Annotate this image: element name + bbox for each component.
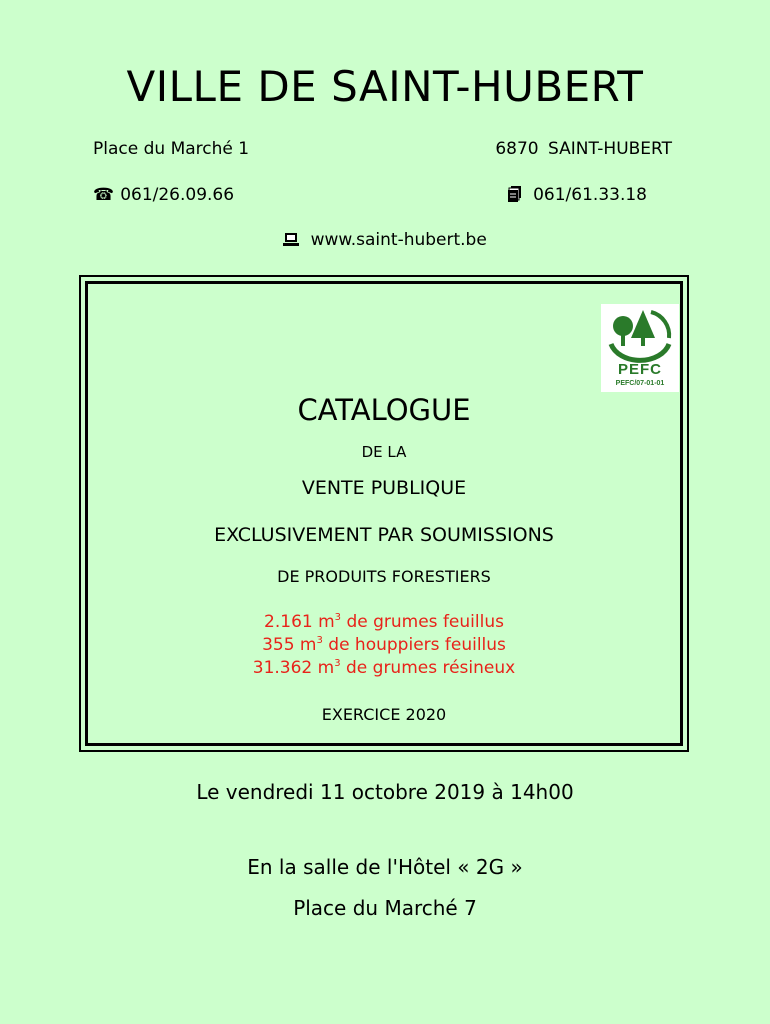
- catalogue-vente: VENTE PUBLIQUE: [301, 477, 467, 499]
- lot-description: de houppiers feuillus: [322, 635, 506, 655]
- page-title: VILLE DE SAINT-HUBERT: [126, 62, 644, 111]
- catalogue-title: CATALOGUE: [297, 393, 471, 427]
- address-city: 6870 SAINT-HUBERT: [495, 139, 672, 159]
- lot-unit-exponent: 3: [334, 658, 341, 669]
- lot-description: de grumes feuillus: [341, 612, 504, 632]
- telephone-icon: ☎: [93, 185, 115, 205]
- pefc-logo-code: PEFC/07-01-01: [615, 380, 665, 387]
- phone-line: [93, 185, 234, 205]
- event-address: Place du Marché 7: [293, 896, 477, 920]
- website-line: [0, 230, 770, 250]
- lot-quantity: 355 m: [262, 635, 317, 655]
- fax-icon: [508, 185, 527, 205]
- fax-line: [508, 185, 647, 205]
- catalogue-exclusivement: EXCLUSIVEMENT PAR SOUMISSIONS: [214, 524, 554, 546]
- pefc-trees-icon: [601, 304, 679, 364]
- lot-line: [79, 635, 689, 655]
- phone-number: 061/26.09.66: [120, 185, 235, 205]
- address-street: Place du Marché 1: [93, 139, 250, 159]
- lot-quantity: 2.161 m: [264, 612, 335, 632]
- pefc-logo: [601, 304, 679, 392]
- catalogue-produits: DE PRODUITS FORESTIERS: [277, 567, 491, 586]
- event-date: Le vendredi 11 octobre 2019 à 14h00: [196, 780, 574, 804]
- lot-line: [79, 612, 689, 632]
- lot-description: de grumes résineux: [340, 658, 516, 678]
- catalogue-de-la: DE LA: [361, 443, 407, 461]
- exercice-label: EXERCICE 2020: [321, 705, 447, 724]
- event-venue: En la salle de l'Hôtel « 2G »: [247, 855, 523, 879]
- website-link[interactable]: www.saint-hubert.be: [310, 230, 487, 250]
- lot-unit-exponent: 3: [316, 635, 323, 646]
- computer-icon: [283, 230, 304, 250]
- lot-quantity: 31.362 m: [252, 658, 335, 678]
- lot-line: [79, 658, 689, 678]
- catalogue-frame: [79, 275, 689, 752]
- fax-number: 061/61.33.18: [533, 185, 647, 205]
- lot-unit-exponent: 3: [334, 612, 342, 623]
- pefc-logo-label: PEFC: [617, 361, 662, 378]
